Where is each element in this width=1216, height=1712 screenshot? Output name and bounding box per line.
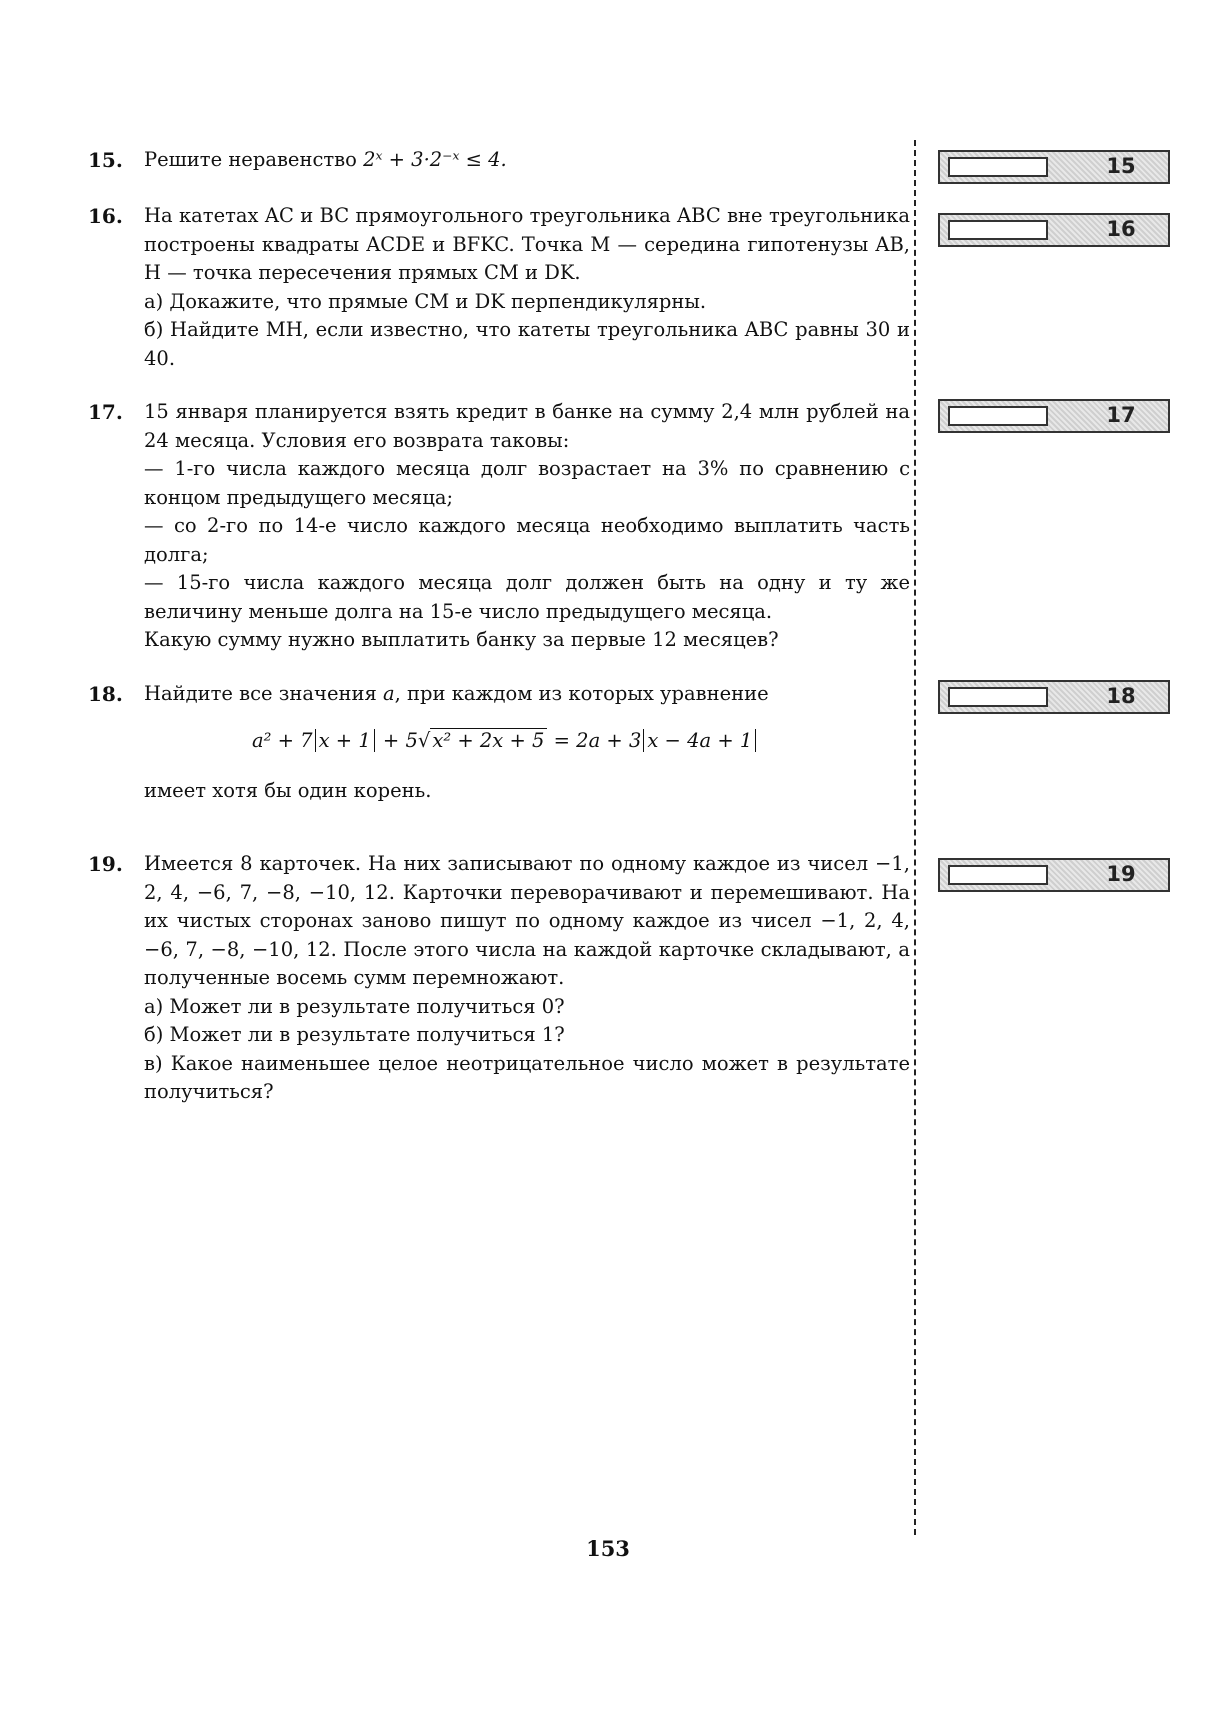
abs-value: x + 1 [315, 729, 375, 752]
problem-text: Найдите все значения [144, 682, 383, 705]
answer-box-number: 16 [1106, 217, 1136, 241]
subquestion-b: б) Найдите MH, если известно, что катеты треугольника ABC равны 30 и 40. [144, 318, 910, 370]
eq-part: a² + 7 [252, 728, 313, 752]
answer-box-number: 19 [1106, 862, 1136, 886]
problem-number: 15. [88, 148, 123, 172]
eq-part: + 5 [376, 728, 418, 752]
condition-3: — 15-го числа каждого месяца долг должен быть на одну и ту же величину меньше долга на 15-е число предыдущего месяца. [144, 571, 910, 623]
answer-box-number: 18 [1106, 684, 1136, 708]
answer-field[interactable] [948, 157, 1048, 177]
question: Какую сумму нужно выплатить банку за первые 12 месяцев? [144, 628, 779, 651]
problem-text: имеет хотя бы один корень. [144, 779, 432, 802]
page-number: 153 [586, 1536, 630, 1561]
problem-number: 18. [88, 682, 123, 706]
eq-part: = 2a + 3 [547, 728, 642, 752]
problem-15 [88, 146, 910, 175]
problem-16 [88, 202, 910, 373]
problem-statement: Имеется 8 карточек. На них записывают по одному каждое из чисел −1, 2, 4, −6, 7, −8, −10, 12. Карточки переворачивают и перемешивают. На их чистых сторонах заново пишут по одному каждое из чисел −1, 2, 4, −6, 7, −8, −10, 12. После этого числа на каждой карточке складывают, а полученные восемь сумм перемножают. [144, 852, 910, 989]
subquestion-a: а) Докажите, что прямые CM и DK перпендикулярны. [144, 289, 707, 313]
answer-box-19 [938, 858, 1170, 892]
cut-line-divider [914, 140, 916, 1535]
condition-2: — со 2-го по 14-е число каждого месяца необходимо выплатить часть долга; [144, 514, 910, 566]
problem-text: Решите неравенство [144, 148, 364, 171]
answer-box-number: 15 [1106, 154, 1136, 178]
answer-field[interactable] [948, 220, 1048, 240]
problem-17 [88, 398, 910, 655]
problem-text: , при каждом из которых уравнение [394, 682, 769, 705]
variable-a: a [382, 682, 395, 705]
problem-number: 19. [88, 852, 123, 876]
answer-field[interactable] [948, 687, 1048, 707]
abs-value: x − 4a + 1 [643, 729, 756, 752]
answer-box-17 [938, 399, 1170, 433]
problem-number: 17. [88, 400, 123, 424]
subquestion-b: б) Может ли в результате получиться 1? [144, 1023, 565, 1046]
subquestion-a: а) Может ли в результате получиться 0? [144, 994, 565, 1018]
equation [252, 727, 910, 756]
radicand: x² + 2x + 5 [430, 728, 547, 752]
condition-1: — 1-го числа каждого месяца долг возрастает на 3% по сравнению с концом предыдущего месяца; [144, 457, 910, 509]
problem-18 [88, 680, 910, 806]
sqrt-expression: √ x² + 2x + 5 [418, 727, 548, 756]
problem-number: 16. [88, 204, 123, 228]
problem-19 [88, 850, 910, 1107]
answer-box-number: 17 [1106, 403, 1136, 427]
inequality-formula: 2ˣ + 3·2⁻ˣ ≤ 4. [363, 148, 507, 171]
answer-box-15 [938, 150, 1170, 184]
problem-statement: На катетах AC и BC прямоугольного треугольника ABC вне треугольника построены квадраты ACDE и BFKC. Точка M — середина гипотенузы AB, H — точка пересечения прямых CM и DK. [144, 204, 910, 284]
answer-field[interactable] [948, 865, 1048, 885]
problem-statement: 15 января планируется взять кредит в банке на сумму 2,4 млн рублей на 24 месяца. Условия его возврата таковы: [144, 400, 910, 452]
subquestion-c: в) Какое наименьшее целое неотрицательное число может в результате получиться? [144, 1051, 910, 1103]
answer-box-18 [938, 680, 1170, 714]
answer-box-16 [938, 213, 1170, 247]
answer-field[interactable] [948, 406, 1048, 426]
